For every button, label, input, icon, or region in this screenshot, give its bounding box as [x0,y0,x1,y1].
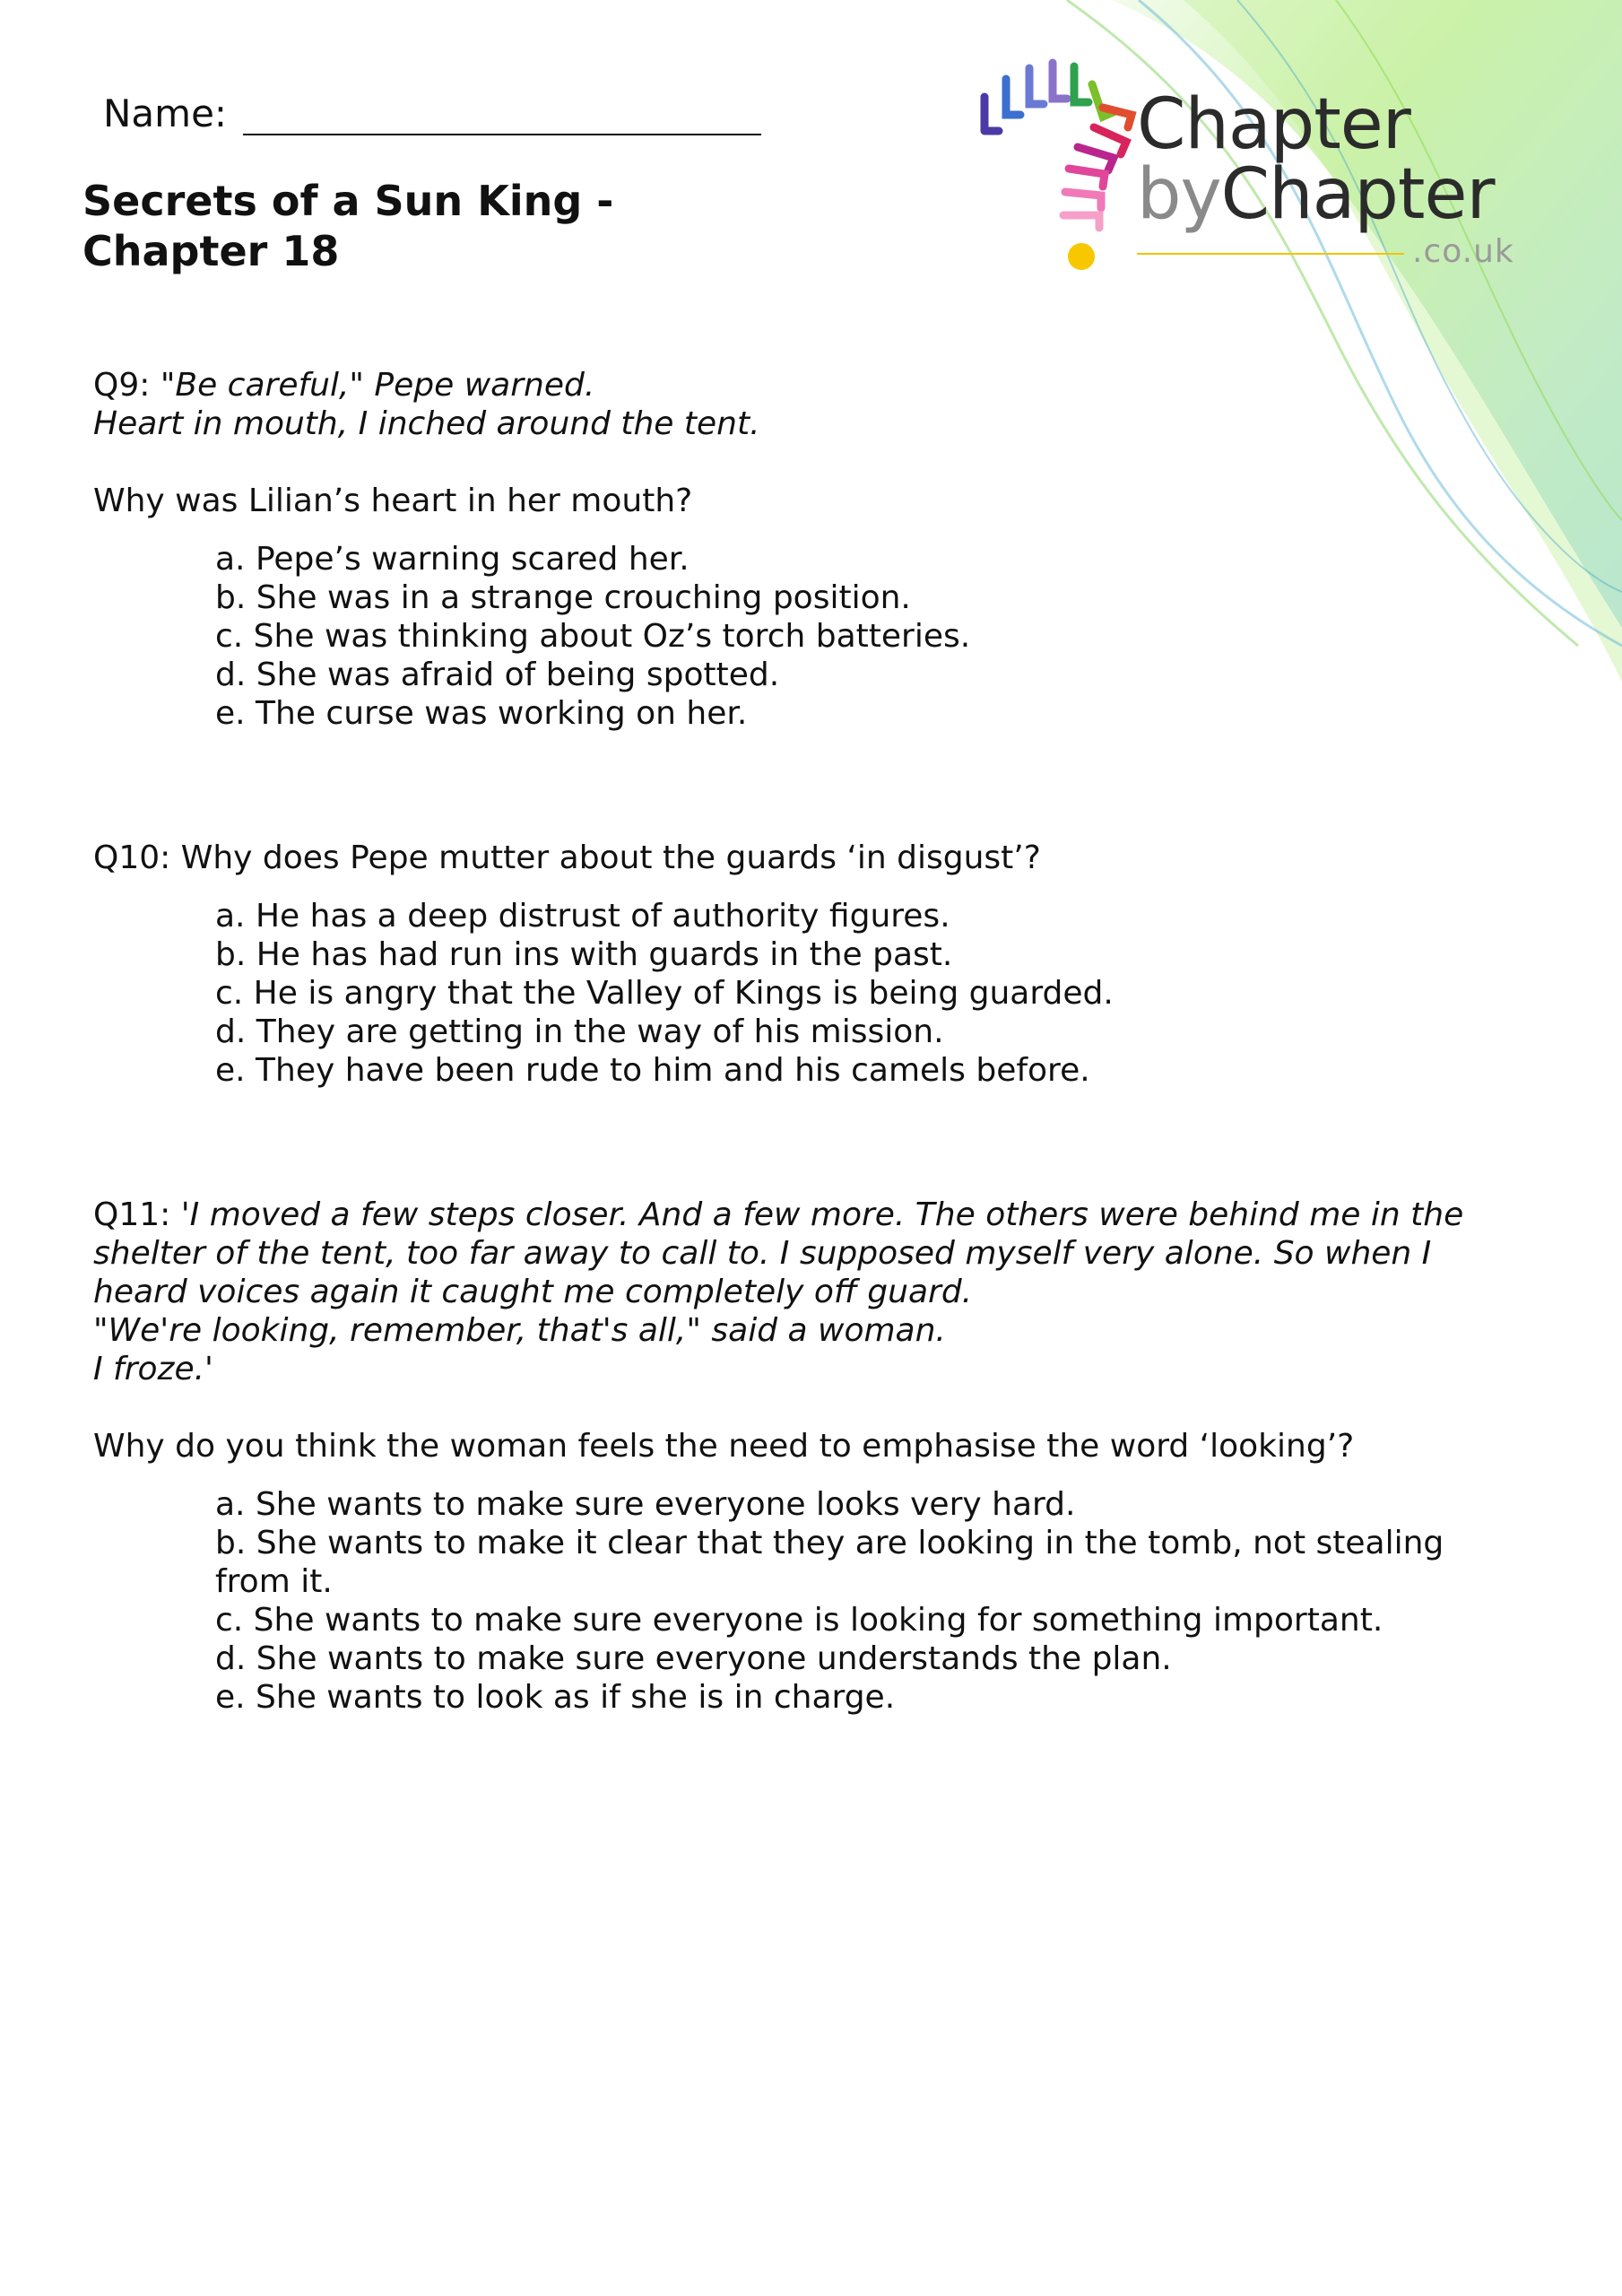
question-q10 [93,839,1510,1090]
q9-quote-line-1 [93,366,1510,404]
q11-prompt: Why do you think the woman feels the need to emphasise the word ‘looking’? [93,1428,1355,1465]
question-q11 [93,1196,1510,1717]
q9-options [215,540,1560,733]
q9-prompt: Why was Lilian’s heart in her mouth? [93,483,693,519]
q11-options [215,1485,1560,1717]
q11-option-a[interactable]: a. She wants to make sure everyone looks very hard. [215,1486,1076,1523]
q9-option-c[interactable]: c. She was thinking about Oz’s torch batteries. [215,618,971,655]
logo-word-chapter-2: Chapter [1220,154,1495,235]
q10-prompt: Why does Pepe mutter about the guards ‘in disgust’? [180,839,1041,876]
worksheet-title: Secrets of a Sun King - Chapter 18 [82,177,614,275]
question-list [93,366,1510,1717]
q11-option-d[interactable]: d. She wants to make sure everyone understands the plan. [215,1640,1172,1677]
logo-word-bychapter [1137,154,1495,235]
q11-option-e[interactable]: e. She wants to look as if she is in charge. [215,1679,896,1716]
q11-quote-line-1 [93,1196,1510,1234]
q10-option-b[interactable]: b. He has had run ins with guards in the past. [215,936,953,973]
q10-option-e[interactable]: e. They have been rude to him and his camels before. [215,1052,1090,1089]
q9-quote-text-1: "Be careful," Pepe warned. [160,367,595,404]
q10-label: Q10: [93,839,171,876]
q11-label: Q11: [93,1196,171,1233]
q9-label: Q9: [93,367,151,404]
q10-option-d[interactable]: d. They are getting in the way of his mission. [215,1013,944,1050]
q9-option-a[interactable]: a. Pepe’s warning scared her. [215,541,690,578]
q10-option-a[interactable]: a. He has a deep distrust of authority figures. [215,898,950,935]
name-field-row [103,91,761,135]
q11-option-b[interactable]: b. She wants to make it clear that they are looking in the tomb, not stealing from it. [215,1525,1444,1600]
logo-underline [1137,253,1404,255]
name-label: Name: [103,91,228,135]
q9-option-e[interactable]: e. The curse was working on her. [215,695,748,732]
logo-word-chapter: Chapter [1137,84,1410,165]
q9-quote-line-2: Heart in mouth, I inched around the tent. [93,405,760,442]
q11-option-c[interactable]: c. She wants to make sure everyone is looking for something important. [215,1602,1383,1639]
q11-quote-line-5: I froze.' [93,1351,213,1387]
q10-options [215,897,1560,1090]
q11-quote-text-1: 'I moved a few steps closer. And a few more. The others were behind me in the [180,1196,1464,1233]
q11-quote-line-3: heard voices again it caught me completely off guard. [93,1274,973,1310]
q9-option-d[interactable]: d. She was afraid of being spotted. [215,657,780,693]
q9-option-b[interactable]: b. She was in a strange crouching position. [215,579,911,616]
q10-prompt-line [93,839,1510,877]
q10-option-c[interactable]: c. He is angry that the Valley of Kings is being guarded. [215,975,1114,1012]
q11-quote-line-2: shelter of the tent, too far away to call to. I supposed myself very alone. So when I [93,1235,1432,1272]
q11-quote-line-4: "We're looking, remember, that's all," said a woman. [93,1312,946,1349]
name-input-line[interactable] [243,92,761,135]
question-q9 [93,366,1510,733]
logo-word-by: by [1137,154,1221,235]
brand-logo [1137,84,1495,235]
logo-domain: .co.uk [1412,233,1514,270]
